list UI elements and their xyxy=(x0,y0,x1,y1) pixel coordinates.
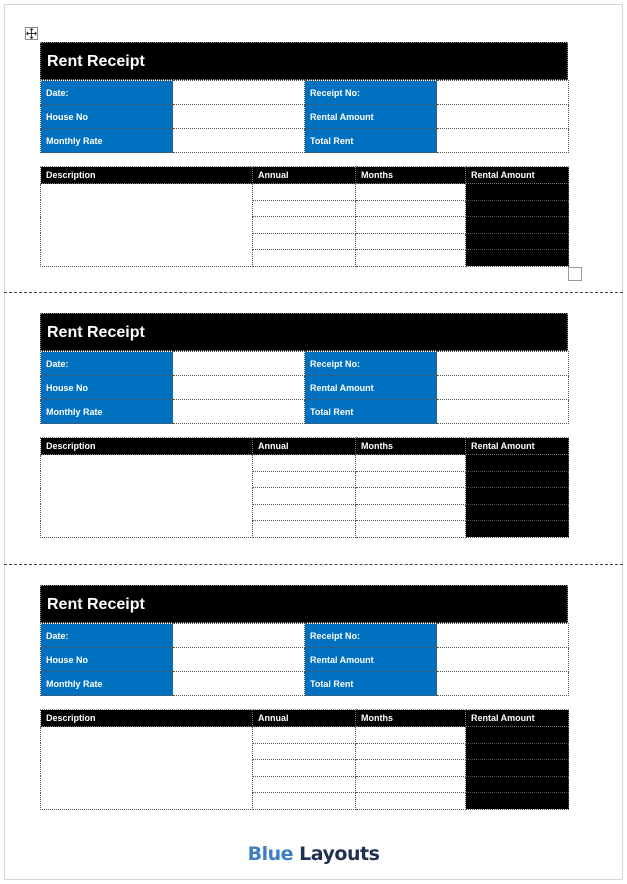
blue-layouts-logo xyxy=(0,843,627,865)
monthly-rate-label: Monthly Rate xyxy=(41,672,173,696)
months-cell[interactable] xyxy=(356,200,466,217)
rental-amount-header: Rental Amount xyxy=(466,710,569,727)
total-rent-label: Total Rent xyxy=(305,400,437,424)
rental-amount-value-cell[interactable] xyxy=(437,648,569,672)
months-cell[interactable] xyxy=(356,184,466,201)
rental-amount-value-cell[interactable] xyxy=(437,105,569,129)
description-table xyxy=(40,166,569,267)
description-cell[interactable] xyxy=(41,184,253,267)
table-row xyxy=(41,455,569,472)
info-row xyxy=(41,352,569,376)
annual-cell[interactable] xyxy=(253,471,356,488)
annual-cell[interactable] xyxy=(253,776,356,793)
receipt-no-label: Receipt No: xyxy=(305,81,437,105)
date-value-cell[interactable] xyxy=(173,81,305,105)
rental-amount-cell[interactable] xyxy=(466,793,569,810)
months-cell[interactable] xyxy=(356,727,466,744)
total-rent-value-cell[interactable] xyxy=(437,672,569,696)
description-header: Description xyxy=(41,167,253,184)
rental-amount-cell[interactable] xyxy=(466,488,569,505)
receipt-no-value-cell[interactable] xyxy=(437,624,569,648)
months-cell[interactable] xyxy=(356,521,466,538)
annual-cell[interactable] xyxy=(253,760,356,777)
total-rent-value-cell[interactable] xyxy=(437,129,569,153)
annual-cell[interactable] xyxy=(253,793,356,810)
rental-amount-cell[interactable] xyxy=(466,250,569,267)
info-row xyxy=(41,672,569,696)
months-header: Months xyxy=(356,438,466,455)
logo-word-layouts: Layouts xyxy=(299,843,380,865)
annual-cell[interactable] xyxy=(253,504,356,521)
rent-receipt-3 xyxy=(40,585,568,810)
receipt-info-table xyxy=(40,351,569,424)
description-header-row xyxy=(41,438,569,455)
info-row xyxy=(41,105,569,129)
info-row xyxy=(41,129,569,153)
description-cell[interactable] xyxy=(41,727,253,810)
description-header: Description xyxy=(41,710,253,727)
annual-cell[interactable] xyxy=(253,184,356,201)
house-no-value-cell[interactable] xyxy=(173,376,305,400)
rental-amount-cell[interactable] xyxy=(466,521,569,538)
cut-line xyxy=(4,292,623,293)
total-rent-value-cell[interactable] xyxy=(437,400,569,424)
description-header: Description xyxy=(41,438,253,455)
monthly-rate-value-cell[interactable] xyxy=(173,400,305,424)
rental-amount-label: Rental Amount xyxy=(305,105,437,129)
table-resize-handle-icon[interactable] xyxy=(568,267,582,281)
description-cell[interactable] xyxy=(41,455,253,538)
months-cell[interactable] xyxy=(356,776,466,793)
receipt-no-value-cell[interactable] xyxy=(437,352,569,376)
rental-amount-value-cell[interactable] xyxy=(437,376,569,400)
house-no-label: House No xyxy=(41,105,173,129)
rental-amount-cell[interactable] xyxy=(466,776,569,793)
date-value-cell[interactable] xyxy=(173,624,305,648)
info-row xyxy=(41,624,569,648)
months-cell[interactable] xyxy=(356,793,466,810)
description-table xyxy=(40,709,569,810)
receipt-no-value-cell[interactable] xyxy=(437,81,569,105)
rental-amount-cell[interactable] xyxy=(466,217,569,234)
date-value-cell[interactable] xyxy=(173,352,305,376)
rental-amount-label: Rental Amount xyxy=(305,648,437,672)
annual-header: Annual xyxy=(253,710,356,727)
house-no-value-cell[interactable] xyxy=(173,648,305,672)
rental-amount-cell[interactable] xyxy=(466,233,569,250)
table-move-handle-icon[interactable] xyxy=(25,27,38,40)
date-label: Date: xyxy=(41,81,173,105)
monthly-rate-value-cell[interactable] xyxy=(173,129,305,153)
rental-amount-label: Rental Amount xyxy=(305,376,437,400)
logo-word-blue: Blue xyxy=(247,843,294,865)
table-row xyxy=(41,727,569,744)
monthly-rate-value-cell[interactable] xyxy=(173,672,305,696)
rental-amount-cell[interactable] xyxy=(466,184,569,201)
rental-amount-cell[interactable] xyxy=(466,455,569,472)
house-no-label: House No xyxy=(41,648,173,672)
rental-amount-header: Rental Amount xyxy=(466,438,569,455)
cut-line xyxy=(4,564,623,565)
house-no-value-cell[interactable] xyxy=(173,105,305,129)
months-cell[interactable] xyxy=(356,760,466,777)
months-cell[interactable] xyxy=(356,488,466,505)
rental-amount-cell[interactable] xyxy=(466,743,569,760)
info-row xyxy=(41,648,569,672)
months-cell[interactable] xyxy=(356,504,466,521)
total-rent-label: Total Rent xyxy=(305,129,437,153)
months-cell[interactable] xyxy=(356,455,466,472)
receipt-title: Rent Receipt xyxy=(40,585,568,623)
monthly-rate-label: Monthly Rate xyxy=(41,129,173,153)
receipt-no-label: Receipt No: xyxy=(305,352,437,376)
annual-cell[interactable] xyxy=(253,200,356,217)
table-row xyxy=(41,184,569,201)
rental-amount-cell[interactable] xyxy=(466,200,569,217)
annual-cell[interactable] xyxy=(253,250,356,267)
info-row xyxy=(41,81,569,105)
rent-receipt-2 xyxy=(40,313,568,538)
rental-amount-header: Rental Amount xyxy=(466,167,569,184)
annual-cell[interactable] xyxy=(253,743,356,760)
annual-cell[interactable] xyxy=(253,217,356,234)
description-header-row xyxy=(41,710,569,727)
rental-amount-cell[interactable] xyxy=(466,727,569,744)
annual-cell[interactable] xyxy=(253,488,356,505)
rental-amount-cell[interactable] xyxy=(466,471,569,488)
receipt-info-table xyxy=(40,80,569,153)
annual-cell[interactable] xyxy=(253,233,356,250)
months-cell[interactable] xyxy=(356,217,466,234)
rental-amount-cell[interactable] xyxy=(466,504,569,521)
info-row xyxy=(41,376,569,400)
receipt-info-table xyxy=(40,623,569,696)
annual-header: Annual xyxy=(253,167,356,184)
annual-cell[interactable] xyxy=(253,455,356,472)
months-header: Months xyxy=(356,167,466,184)
rental-amount-cell[interactable] xyxy=(466,760,569,777)
total-rent-label: Total Rent xyxy=(305,672,437,696)
months-cell[interactable] xyxy=(356,250,466,267)
annual-cell[interactable] xyxy=(253,521,356,538)
receipt-title: Rent Receipt xyxy=(40,313,568,351)
date-label: Date: xyxy=(41,624,173,648)
rent-receipt-1 xyxy=(40,42,568,267)
description-table xyxy=(40,437,569,538)
house-no-label: House No xyxy=(41,376,173,400)
annual-cell[interactable] xyxy=(253,727,356,744)
receipt-no-label: Receipt No: xyxy=(305,624,437,648)
receipt-title: Rent Receipt xyxy=(40,42,568,80)
info-row xyxy=(41,400,569,424)
date-label: Date: xyxy=(41,352,173,376)
months-cell[interactable] xyxy=(356,233,466,250)
months-cell[interactable] xyxy=(356,471,466,488)
monthly-rate-label: Monthly Rate xyxy=(41,400,173,424)
annual-header: Annual xyxy=(253,438,356,455)
months-header: Months xyxy=(356,710,466,727)
description-header-row xyxy=(41,167,569,184)
months-cell[interactable] xyxy=(356,743,466,760)
